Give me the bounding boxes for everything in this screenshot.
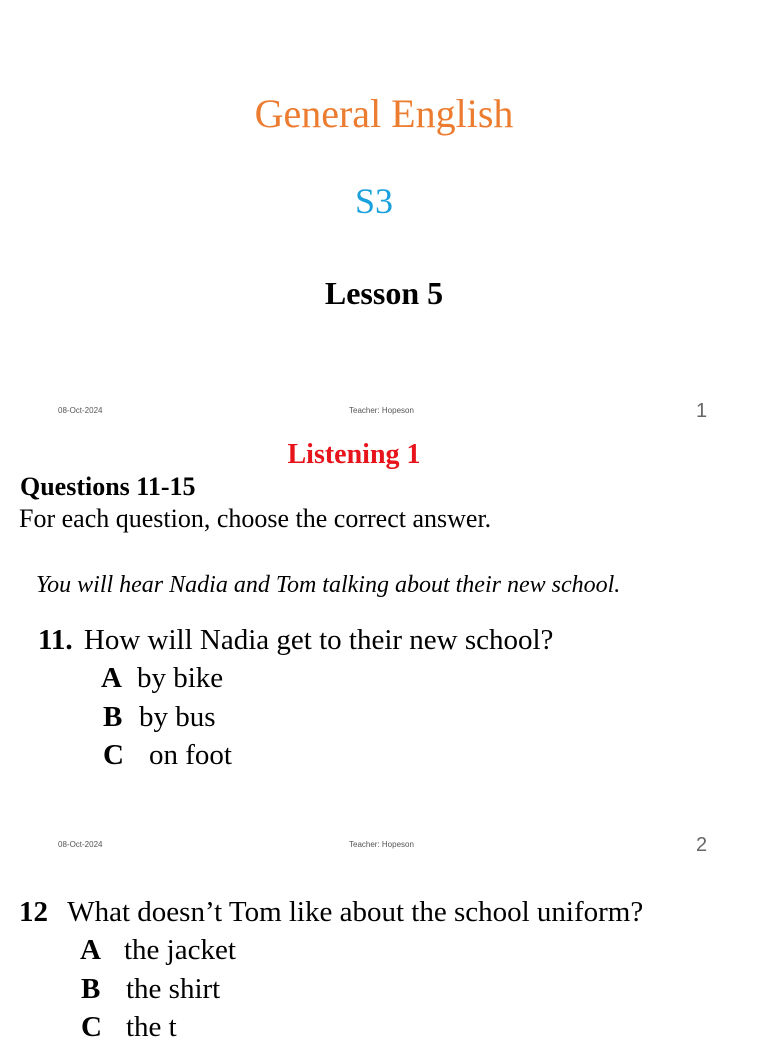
- option-text: the jacket: [124, 934, 236, 966]
- option-c: [103, 739, 232, 772]
- option-letter: C: [81, 1011, 102, 1043]
- footer-teacher: Teacher: Hopeson: [349, 840, 414, 849]
- option-letter: B: [81, 973, 101, 1005]
- question-text: What doesn’t Tom like about the school uniform?: [67, 896, 644, 928]
- question-12: [19, 896, 643, 929]
- instruction-text: For each question, choose the correct answer.: [19, 504, 492, 533]
- option-text: the shirt: [126, 973, 221, 1005]
- option-letter: C: [103, 739, 124, 771]
- questions-range: Questions 11-15: [20, 472, 196, 501]
- footer-date: 08-Oct-2024: [58, 840, 103, 849]
- option-a: [101, 662, 223, 695]
- footer-date: 08-Oct-2024: [58, 406, 103, 415]
- option-c: [81, 1011, 177, 1044]
- page-number: 1: [696, 400, 708, 422]
- question-11: [38, 624, 553, 657]
- footer-teacher: Teacher: Hopeson: [349, 406, 414, 415]
- option-text: by bus: [139, 701, 216, 733]
- section-title: Listening 1: [287, 439, 421, 470]
- option-a: [80, 934, 236, 967]
- page-number: 2: [696, 834, 708, 856]
- question-text: How will Nadia get to their new school?: [83, 624, 554, 656]
- option-b: [103, 701, 216, 734]
- option-text: on foot: [149, 739, 232, 771]
- scenario-text: You will hear Nadia and Tom talking about their new school.: [36, 572, 621, 598]
- option-letter: A: [101, 662, 122, 694]
- slide-title: General English: [254, 91, 514, 136]
- option-text: the t: [126, 1011, 177, 1043]
- option-letter: B: [103, 701, 123, 733]
- option-b: [81, 973, 220, 1006]
- question-number: 11.: [38, 624, 73, 656]
- option-letter: A: [80, 934, 101, 966]
- class-label: S3: [354, 181, 394, 221]
- lesson-label: Lesson 5: [324, 275, 444, 311]
- option-text: by bike: [137, 662, 224, 694]
- question-number: 12: [19, 896, 48, 928]
